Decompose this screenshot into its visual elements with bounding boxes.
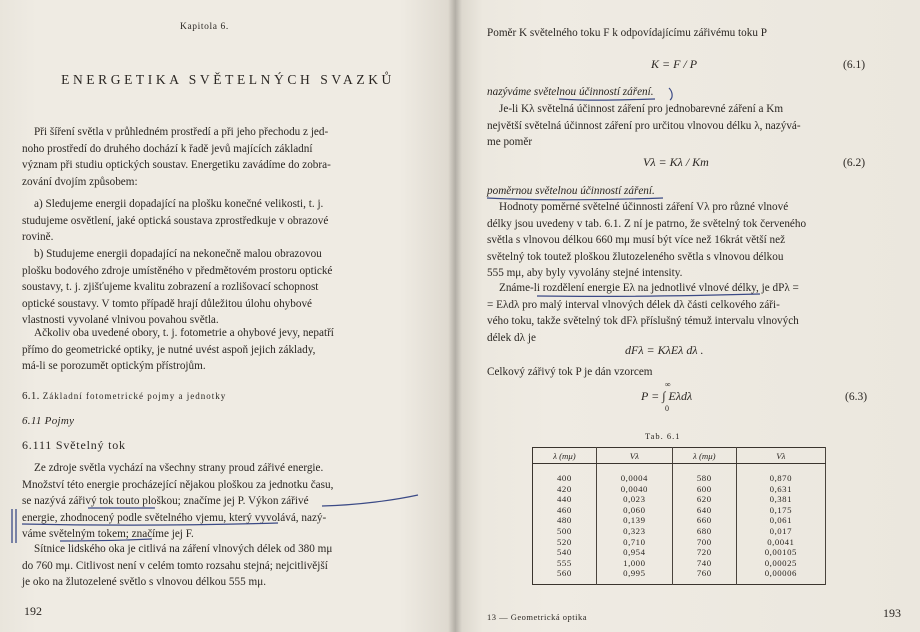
text-line: váme světelným tokem; značíme jej F.	[22, 528, 194, 541]
table-cell: 620	[672, 494, 736, 505]
values-paragraph	[487, 199, 899, 282]
table-cell: 0,00006	[736, 568, 825, 584]
table-cell: 0,023	[596, 494, 672, 505]
distribution-paragraph	[487, 280, 899, 346]
table-header-cell: λ (mμ)	[533, 448, 597, 464]
table-caption: Tab. 6.1	[645, 431, 681, 441]
text-line: Známe-li rozdělení energie Eλ na jednotlivé vlnové délky, je dPλ =	[499, 282, 799, 294]
text-line: světla s vlnovou délkou 660 mμ musí být více než 16krát větší než	[487, 234, 786, 247]
chapter-title: ENERGETIKA SVĚTELNÝCH SVAZKŮ	[61, 72, 395, 87]
table-cell: 0,323	[596, 526, 672, 537]
table-row	[533, 484, 826, 495]
table-cell: 400	[533, 464, 597, 484]
integral-upper-limit: ∞	[665, 380, 671, 389]
text-line: optické soustavy. V tomto případě hrají důležitou úlohu ohybové	[22, 297, 312, 310]
item-b-paragraph	[22, 246, 410, 329]
table-cell: 600	[672, 484, 736, 495]
table-cell: 0,061	[736, 515, 825, 526]
flux-paragraph	[22, 460, 410, 543]
text-line: se nazývá zářivý tok touto ploškou; značíme jej P. Výkon zářivé	[22, 495, 309, 508]
text-line: Je-li Kλ světelná účinnost záření pro jednobarevné záření a Km	[499, 103, 784, 115]
text-line: studujeme osvětlení, jaké optická soustava zprostředkuje v obrazové	[22, 214, 329, 227]
luminous-efficiency-table	[532, 447, 826, 585]
table-cell: 0,710	[596, 537, 672, 548]
section-6-1-heading	[22, 390, 226, 402]
section-6-11-heading: 6.11 Pojmy	[22, 415, 75, 427]
table-cell: 0,00105	[736, 547, 825, 558]
equation-number-6-1: (6.1)	[843, 59, 866, 71]
table-cell: 0,017	[736, 526, 825, 537]
text-line: Ze zdroje světla vychází na všechny strany proud zářivé energie.	[34, 462, 324, 474]
section-number: 6.1.	[22, 390, 40, 402]
table-row	[533, 515, 826, 526]
text-line: rovině.	[22, 231, 54, 244]
section-title: Základní fotometrické pojmy a jednotky	[42, 391, 227, 401]
table-row	[533, 526, 826, 537]
formula-6-3: P = ∫ Eλdλ	[641, 389, 693, 403]
table-cell: 660	[672, 515, 736, 526]
text-line: b) Studujeme energii dopadající na nekonečně malou obrazovou	[34, 248, 322, 260]
section-6-111-heading: 6.111 Světelný tok	[22, 438, 126, 452]
table-cell: 680	[672, 526, 736, 537]
text-line: vlastnosti vyvolané vlnivou povahou světla.	[22, 314, 219, 327]
text-line: je oko na žlutozelené světlo s vlnovou délkou 555 mμ.	[22, 576, 266, 589]
table-row	[533, 537, 826, 548]
table-cell: 1,000	[596, 558, 672, 569]
ratio-line: Poměr K světelného toku F k odpovídajícímu zářivému toku P	[487, 27, 767, 39]
table-cell: 720	[672, 547, 736, 558]
text-line: Při šíření světla v průhledném prostředí a při jeho přechodu z jed-	[34, 126, 329, 138]
page-footer: 13 — Geometrická optika	[487, 612, 588, 622]
table-cell: 0,139	[596, 515, 672, 526]
table-row	[533, 568, 826, 584]
table-cell: 0,995	[596, 568, 672, 584]
page-number-right: 193	[883, 606, 901, 620]
table-cell: 0,0040	[596, 484, 672, 495]
table-row	[533, 494, 826, 505]
table-cell: 0,00025	[736, 558, 825, 569]
formula-dF: dFλ = KλEλ dλ .	[625, 343, 704, 357]
table-cell: 0,381	[736, 494, 825, 505]
text-line: délek dλ je	[487, 331, 536, 344]
page-number-left: 192	[24, 604, 42, 618]
table-cell: 740	[672, 558, 736, 569]
table-cell: 520	[533, 537, 597, 548]
table-cell: 460	[533, 505, 597, 516]
table-cell: 760	[672, 568, 736, 584]
table-cell: 420	[533, 484, 597, 495]
equation-number-6-2: (6.2)	[843, 157, 866, 169]
book-gutter-shadow	[448, 0, 462, 632]
table-row	[533, 464, 826, 484]
text-line: má-li se porozumět optickým přístrojům.	[22, 360, 206, 373]
text-line: největší světelná účinnost záření pro určitou vlnovou délku λ, nazývá-	[487, 119, 801, 132]
table-cell: 0,175	[736, 505, 825, 516]
table-cell: 540	[533, 547, 597, 558]
text-line: Hodnoty poměrné světelné účinnosti záření Vλ pro různé vlnové	[499, 201, 789, 213]
text-line: plošku bodového zdroje umístěného v předmětovém prostoru optické	[22, 264, 333, 277]
table-cell: 700	[672, 537, 736, 548]
table-row	[533, 505, 826, 516]
table-cell: 440	[533, 494, 597, 505]
table-cell: 560	[533, 568, 597, 584]
text-line: soustavy, t. j. zjišťujeme kvalitu zobrazení a rozlišovací schopnost	[22, 281, 319, 294]
text-line: přímo do geometrické optiky, je nutné uvést aspoň jejich základy,	[22, 343, 316, 356]
right-page	[455, 0, 920, 632]
table-cell: 0,954	[596, 547, 672, 558]
text-line: = Eλdλ pro malý interval vlnových délek dλ části celkového záři-	[487, 298, 780, 311]
formula-6-2: Vλ = Kλ / Km	[643, 155, 709, 169]
text-line: me poměr	[487, 136, 533, 149]
left-page	[0, 0, 455, 632]
equation-number-6-3: (6.3)	[845, 391, 868, 403]
text-line: a) Sledujeme energii dopadající na plošku konečné velikosti, t. j.	[34, 198, 324, 210]
text-line: Sítnice lidského oka je citlivá na záření vlnových délek od 380 mμ	[34, 543, 333, 555]
table-cell: 0,060	[596, 505, 672, 516]
text-line: vého toku, takže světelný tok dFλ příslušný témuž intervalu vlnových	[487, 315, 799, 328]
running-head: Kapitola 6.	[180, 22, 229, 32]
although-paragraph	[22, 325, 410, 375]
table-cell: 555	[533, 558, 597, 569]
sensitivity-paragraph	[22, 541, 410, 591]
table-cell: 0,870	[736, 464, 825, 484]
item-a-paragraph	[22, 196, 410, 246]
table-header-cell: Vλ	[596, 448, 672, 464]
table-cell: 500	[533, 526, 597, 537]
called-line: nazýváme světelnou účinností záření.	[487, 86, 654, 98]
table-row	[533, 558, 826, 569]
table-row	[533, 547, 826, 558]
table-header-cell: λ (mμ)	[672, 448, 736, 464]
text-line: energie, zhodnocený podle světelného vjemu, který vyvolává, nazý-	[22, 511, 327, 524]
table-cell: 640	[672, 505, 736, 516]
text-line: význam při studiu optických soustav. Energetiku zavádíme do zobra-	[22, 159, 331, 172]
intro-paragraph	[22, 124, 410, 190]
table-body	[533, 464, 826, 585]
definition-paragraph	[487, 101, 899, 151]
table-header-row	[533, 448, 826, 464]
formula-6-1	[651, 57, 697, 72]
table-cell: 480	[533, 515, 597, 526]
formula-text: K = F / P	[651, 57, 698, 71]
text-line: Ačkoliv oba uvedené obory, t. j. fotometrie a ohybové jevy, nepatří	[34, 327, 334, 339]
text-line: Množství této energie procházející nějakou ploškou za jednotku času,	[22, 478, 334, 491]
text-line: světelný tok toutež ploškou žlutozeleného světla s vlnovou délkou	[487, 250, 784, 263]
table-cell: 0,631	[736, 484, 825, 495]
table-cell: 0,0041	[736, 537, 825, 548]
relative-line: poměrnou světelnou účinností záření.	[487, 185, 655, 197]
table-header-cell: Vλ	[736, 448, 825, 464]
text-line: noho prostředí do druhého dochází k řadě jevů majících základní	[22, 142, 313, 155]
total-line: Celkový zářivý tok P je dán vzorcem	[487, 366, 653, 378]
text-line: do 760 mμ. Citlivost není v celém tomto rozsahu stejná; nejcitlivější	[22, 559, 328, 572]
text-line: délky jsou uvedeny v tab. 6.1. Z ní je patrno, že světelný tok červeného	[487, 217, 807, 230]
table-cell: 0,0004	[596, 464, 672, 484]
table-cell: 580	[672, 464, 736, 484]
text-line: 555 mμ, aby byly vyvolány stejné intensity.	[487, 267, 683, 280]
text-line: zování dvojím způsobem:	[22, 175, 138, 188]
integral-lower-limit: 0	[665, 404, 669, 413]
